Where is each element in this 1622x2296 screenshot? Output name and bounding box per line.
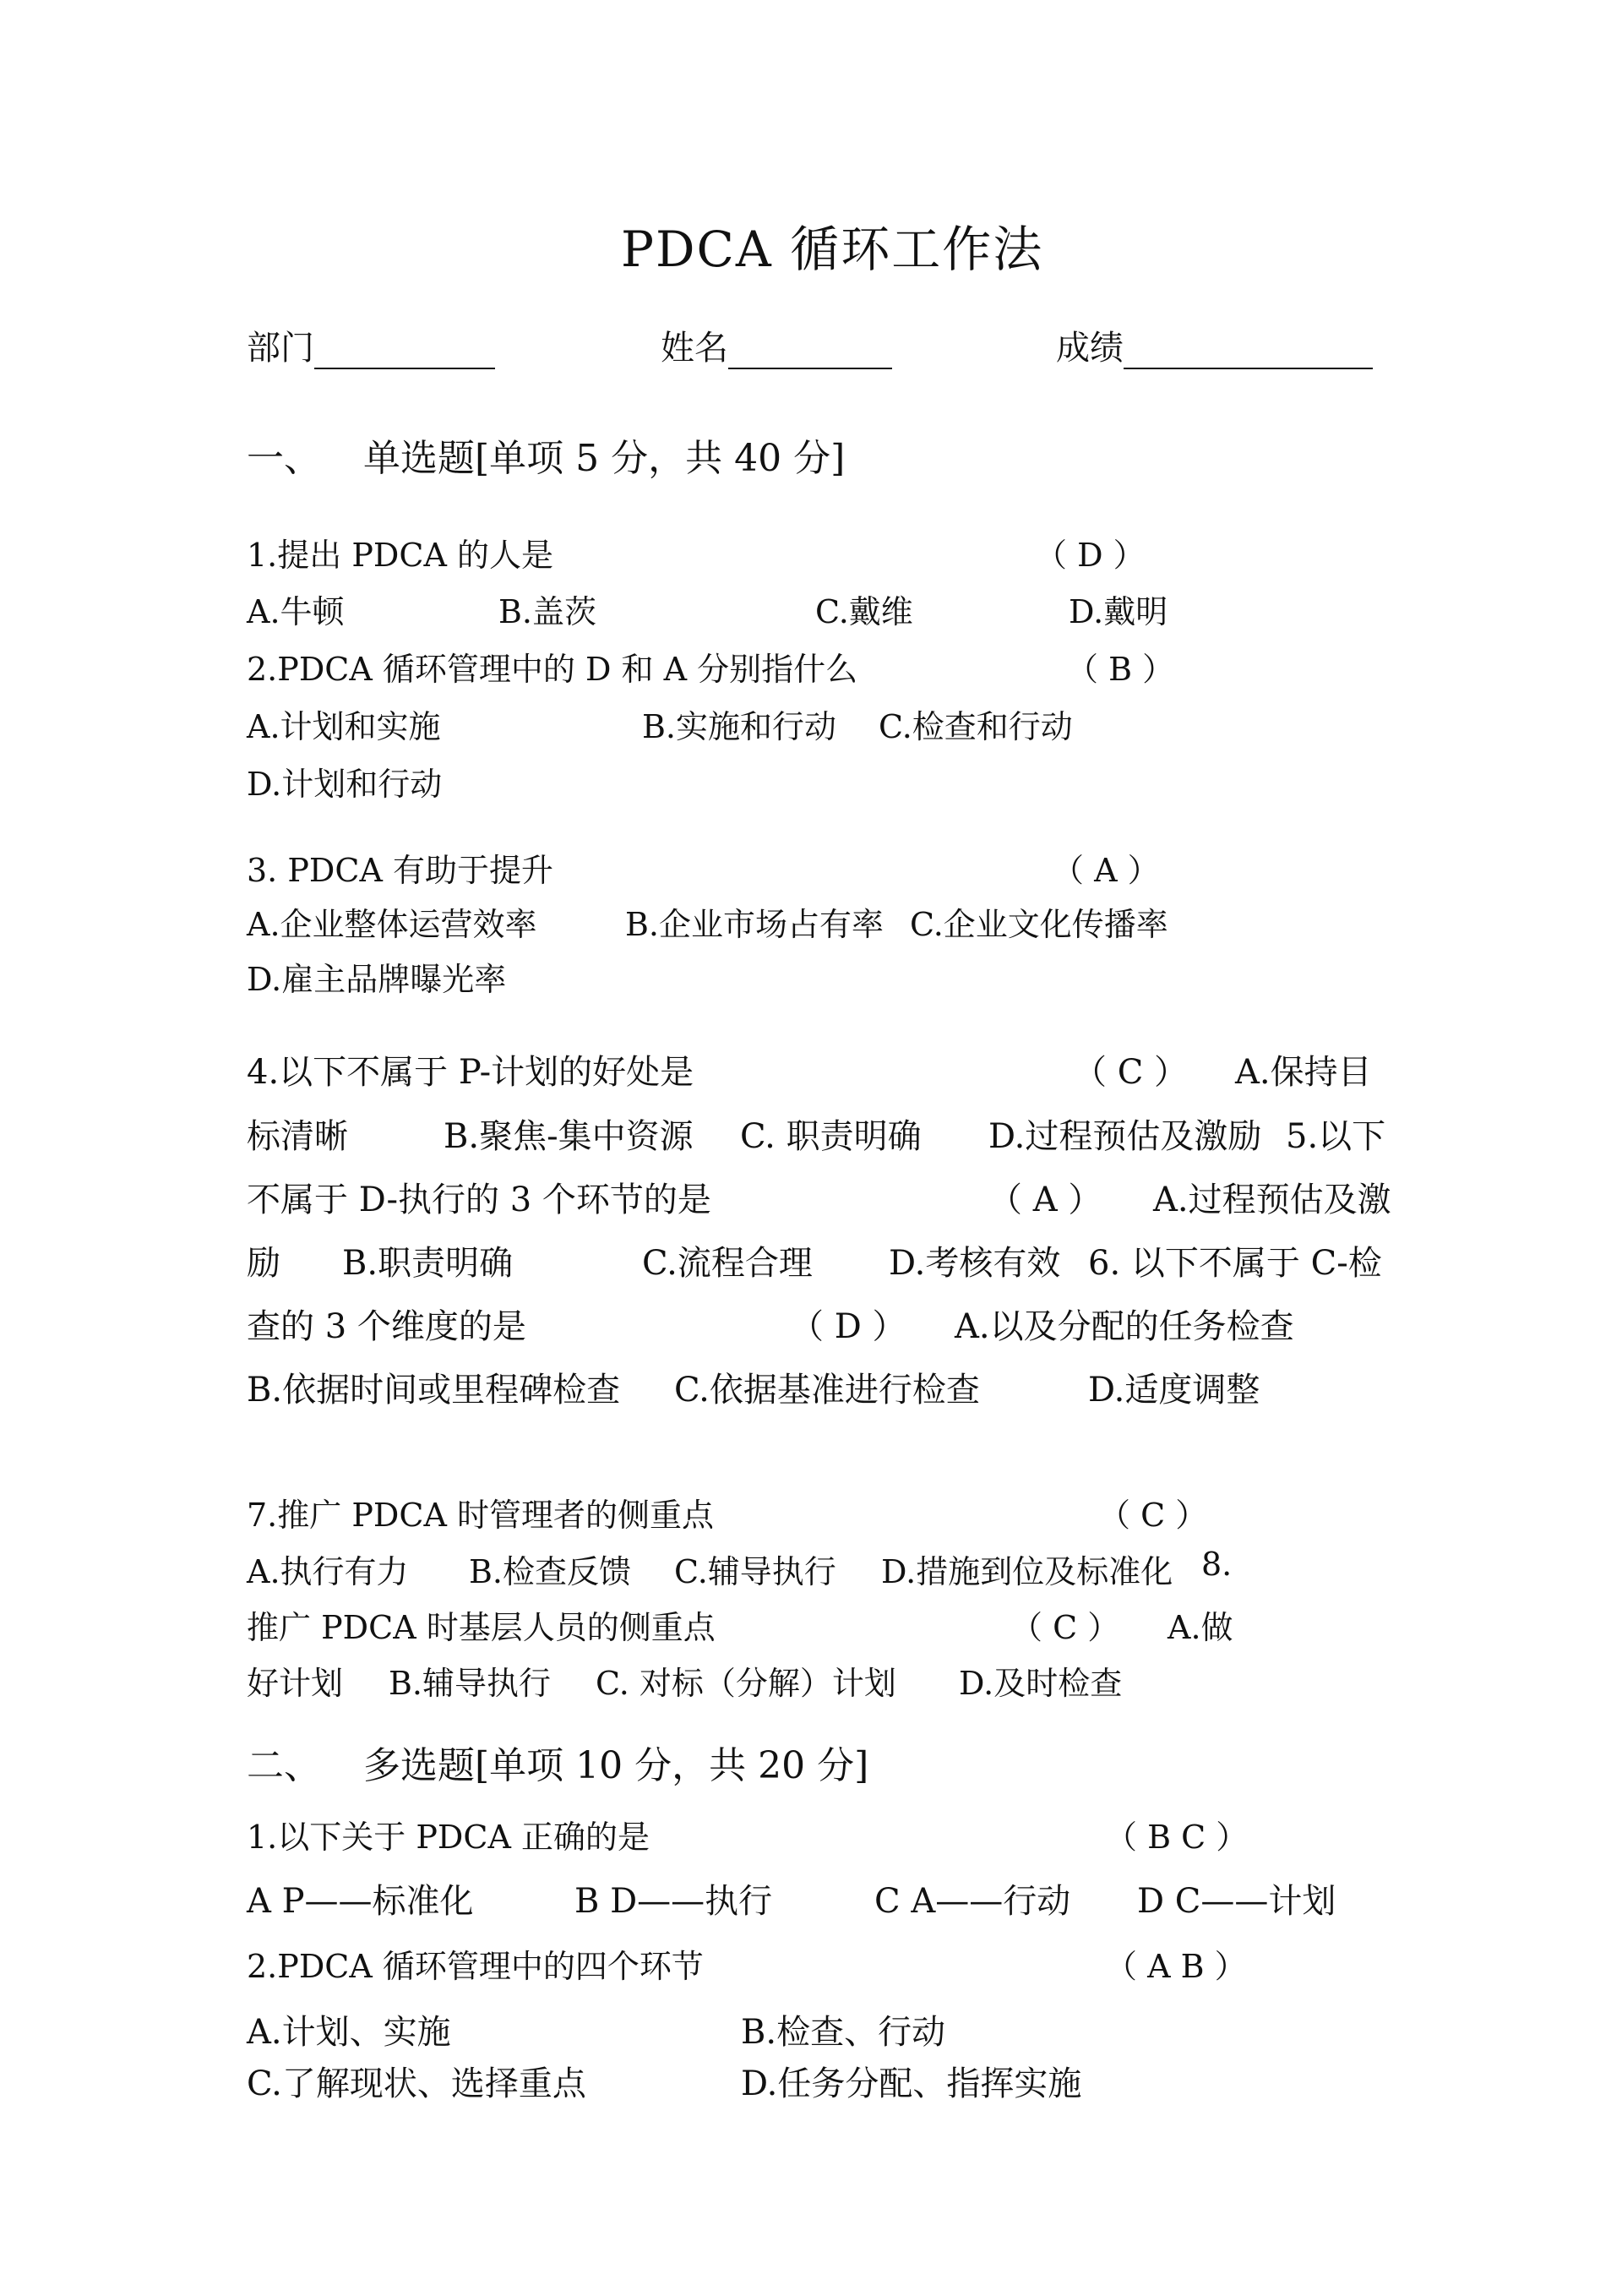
q2-option-c: C.检查和行动: [879, 708, 1073, 745]
q8-option-c: C. 对标（分解）计划: [596, 1665, 896, 1702]
m1-option-c: C A——行动: [874, 1882, 1071, 1921]
section2-heading: 多选题[单项 10 分，共 20 分]: [363, 1744, 869, 1787]
q1-option-a: A.牛顿: [247, 593, 345, 630]
q2-option-d: D.计划和行动: [247, 766, 443, 803]
q1-answer: （ D ）: [1035, 537, 1146, 574]
q4-option-a-end: 标清晰: [247, 1117, 348, 1156]
q1-option-b: B.盖茨: [498, 593, 597, 630]
m2-stem: 2.PDCA 循环管理中的四个环节: [247, 1948, 704, 1985]
q7-option-b: B.检查反馈: [469, 1553, 632, 1590]
score-field: [1056, 321, 1373, 369]
q2-stem: 2.PDCA 循环管理中的 D 和 A 分别指什么: [247, 651, 858, 688]
q3-option-d: D.雇主品牌曝光率: [247, 961, 507, 998]
name-field: [661, 321, 892, 369]
m2-option-c: C.了解现状、选择重点: [247, 2064, 586, 2103]
q3-answer: （ A ）: [1052, 852, 1160, 889]
q7-stem: 7.推广 PDCA 时管理者的侧重点: [247, 1497, 714, 1534]
q2-option-b: B.实施和行动: [642, 708, 837, 745]
q5-option-c: C.流程合理: [642, 1244, 813, 1283]
q8-stem: 推广 PDCA 时基层人员的侧重点: [247, 1609, 716, 1646]
q3-stem: 3. PDCA 有助于提升: [247, 852, 553, 889]
q6-option-d: D.适度调整: [1088, 1371, 1260, 1410]
dept-field: [247, 321, 495, 369]
m1-stem: 1.以下关于 PDCA 正确的是: [247, 1819, 650, 1856]
q5-option-d: D.考核有效: [889, 1244, 1061, 1283]
q8-number: 8.: [1201, 1546, 1233, 1583]
q8-answer: （ C ）: [1010, 1609, 1120, 1646]
dept-label: 部门: [247, 329, 314, 368]
q4-stem: 4.以下不属于 P-计划的好处是: [247, 1053, 694, 1092]
q4-option-b: B.聚焦-集中资源: [444, 1117, 694, 1156]
q5-option-a-start: A.过程预估及激: [1153, 1181, 1391, 1219]
m2-option-a: A.计划、实施: [247, 2013, 451, 2052]
q7-option-a: A.执行有力: [247, 1553, 409, 1590]
m1-option-a: A P——标准化: [247, 1882, 474, 1921]
q6-answer: （ D ）: [790, 1307, 906, 1346]
section1-number: 一、: [247, 437, 321, 480]
page-title: PDCA 循环工作法: [621, 221, 1044, 278]
q5-stem-start: 5.以下: [1286, 1117, 1386, 1156]
name-blank[interactable]: [728, 342, 892, 369]
q3-option-b: B.企业市场占有率: [625, 906, 884, 943]
q1-stem: 1.提出 PDCA 的人是: [247, 537, 553, 574]
q2-answer: （ B ）: [1066, 651, 1175, 688]
q8-option-a-end: 好计划: [247, 1665, 344, 1702]
q7-option-d: D.措施到位及标准化: [881, 1553, 1173, 1590]
q5-answer: （ A ）: [988, 1181, 1102, 1219]
q7-answer: （ C ）: [1098, 1497, 1208, 1534]
score-label: 成绩: [1056, 329, 1124, 368]
dept-blank[interactable]: [314, 342, 495, 369]
q6-option-c: C.依据基准进行检查: [674, 1371, 980, 1410]
q3-option-c: C.企业文化传播率: [910, 906, 1168, 943]
q4-option-a-start: A.保持目: [1235, 1053, 1372, 1092]
q3-option-a: A.企业整体运营效率: [247, 906, 537, 943]
q6-option-a: A.以及分配的任务检查: [955, 1307, 1294, 1346]
q5-option-b: B.职责明确: [342, 1244, 514, 1283]
section1-heading: 单选题[单项 5 分，共 40 分]: [363, 437, 846, 480]
m1-option-b: B D——执行: [574, 1882, 773, 1921]
m2-option-b: B.检查、行动: [741, 2013, 946, 2052]
q4-option-d: D.过程预估及激励: [988, 1117, 1262, 1156]
q1-option-d: D.戴明: [1069, 593, 1168, 630]
m2-answer: （ A B ）: [1105, 1948, 1247, 1985]
q6-stem-end: 查的 3 个维度的是: [247, 1307, 526, 1346]
q6-stem-start: 6. 以下不属于 C-检: [1088, 1244, 1382, 1283]
q8-option-d: D.及时检查: [959, 1665, 1123, 1702]
q7-option-c: C.辅导执行: [674, 1553, 836, 1590]
m1-option-d: D C——计划: [1137, 1882, 1336, 1921]
q1-option-c: C.戴维: [815, 593, 913, 630]
section2-number: 二、: [247, 1744, 321, 1787]
q5-option-a-end: 励: [247, 1244, 280, 1283]
q2-option-a: A.计划和实施: [247, 708, 441, 745]
q5-stem-end: 不属于 D-执行的 3 个环节的是: [247, 1181, 711, 1219]
q8-option-a-start: A.做: [1168, 1609, 1233, 1646]
q6-option-b: B.依据时间或里程碑检查: [247, 1371, 621, 1410]
q4-answer: （ C ）: [1073, 1053, 1189, 1092]
name-label: 姓名: [661, 329, 728, 368]
q8-option-b: B.辅导执行: [389, 1665, 552, 1702]
score-blank[interactable]: [1124, 342, 1373, 369]
m1-answer: （ B C ）: [1105, 1819, 1249, 1856]
q4-option-c: C. 职责明确: [740, 1117, 922, 1156]
m2-option-d: D.任务分配、指挥实施: [741, 2064, 1082, 2103]
